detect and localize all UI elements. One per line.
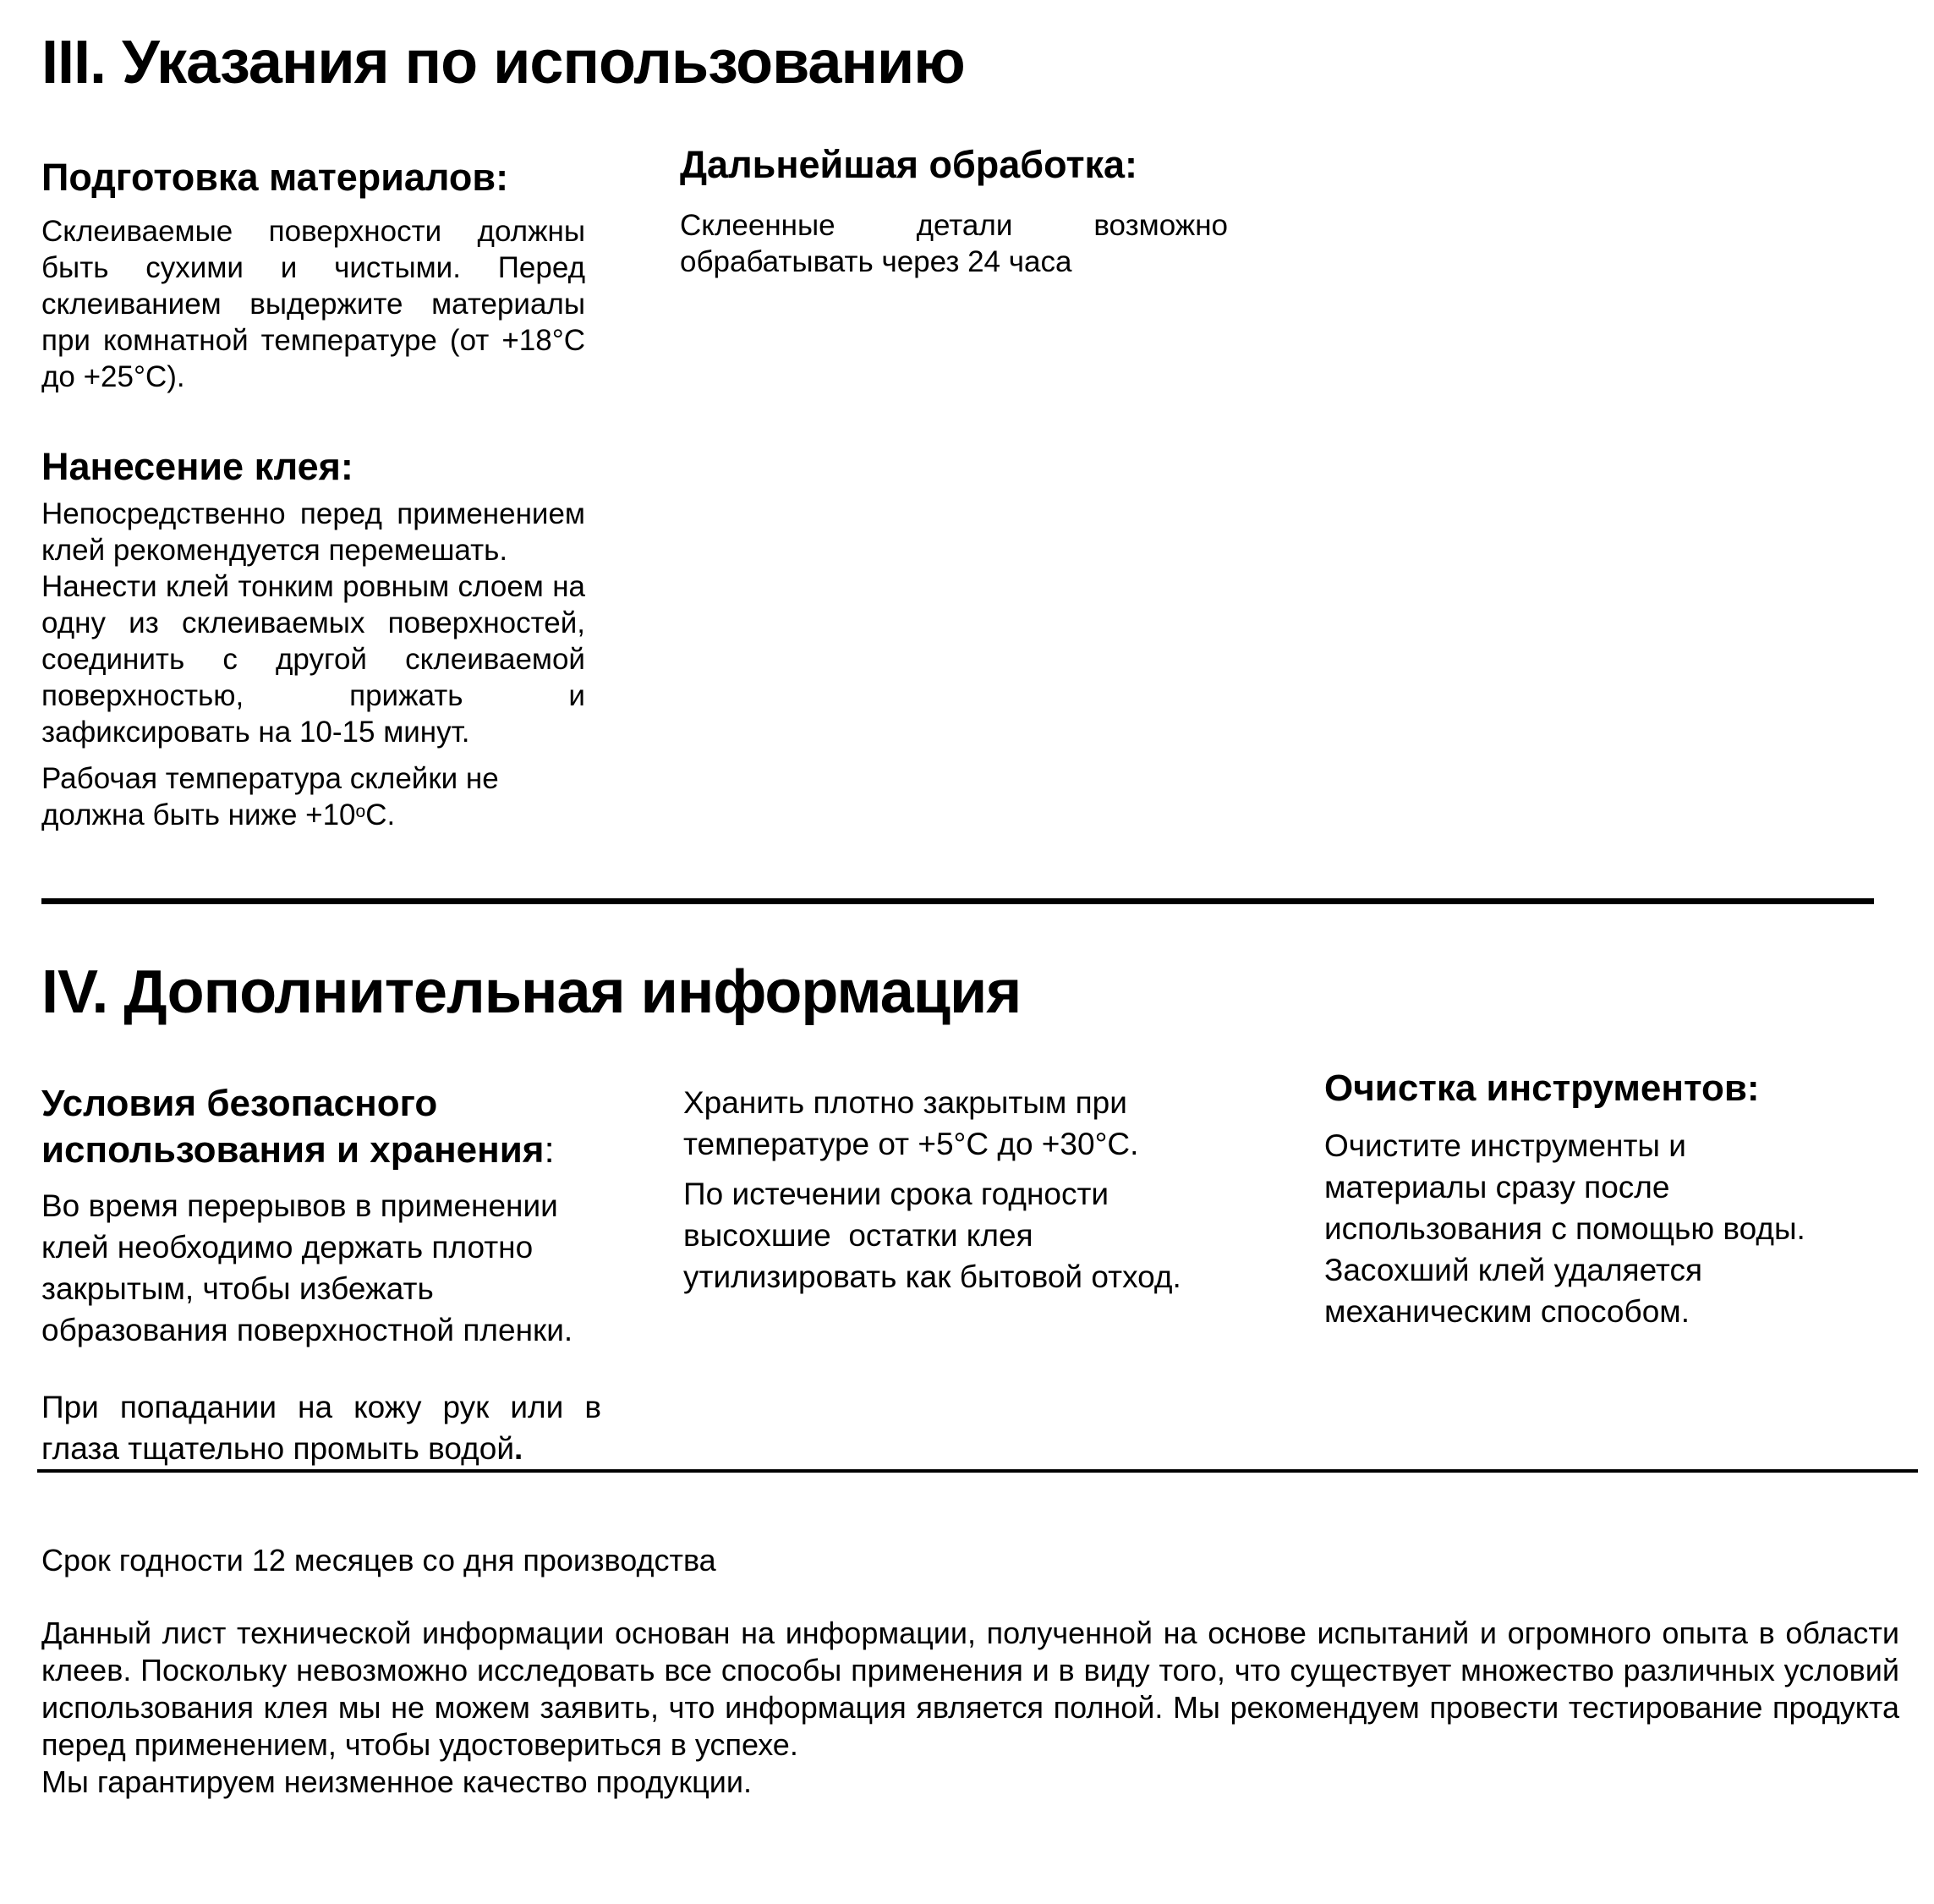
section-divider-1 [41,898,1874,904]
skin-contact-text-main: При попадании на кожу рук или в глаза тщательно промыть водой [41,1389,601,1466]
safe-use-text: Во время перерывов в применении клей необходимо держать плотно закрытым, чтобы избежать образования поверхностной пленки. [41,1188,573,1347]
glue-application-heading: Нанесение клея: [41,444,353,488]
safe-use-storage-heading [41,1080,601,1173]
disclaimer-text: Данный лист технической информации основан на информации, полученной на основе испытаний и огромного опыта в области клеев. Поскольку невозможно исследовать все способы применения и в виду того, что существует множество различных условий использования клея мы не можем заявить, что информация является полной. Мы рекомендуем провести тестирование продукта перед применением, чтобы удостовериться в успехе. [41,1615,1899,1762]
additional-info-title: IV. Дополнительная информация [41,957,1022,1026]
skin-contact-text-period: . [514,1430,523,1466]
usage-section-title: III. Указания по использованию [41,29,965,96]
usage-section-columns [41,142,1899,837]
glue-application-text-mixing: Непосредственно перед применением клей рекомендуется перемешать. [41,497,585,567]
further-processing-heading: Дальнейшая обработка: [680,142,1138,186]
additional-info-column-2 [683,1065,1225,1298]
material-preparation-heading: Подготовка материалов: [41,155,509,199]
safe-use-storage-heading-text: Условия безопасного использования и хранения [41,1082,545,1171]
additional-info-columns [41,1065,1899,1469]
shelf-life-text: Срок годности 12 месяцев со дня производства [41,1542,716,1578]
storage-temperature-text: Хранить плотно закрытым при температуре от +5°С до +30°С. [683,1084,1139,1161]
glue-application-text-applying: Нанести клей тонким ровным слоем на одну из склеиваемых поверхностей, соединить с другой склеиваемой поверхностью, прижать и зафиксировать на 10-15 минут. [41,569,585,749]
degree-superscript: о [355,802,366,822]
quality-guarantee-text: Мы гарантируем неизменное качество продукции. [41,1764,752,1799]
further-processing-text: Склеенные детали возможно обрабатывать через 24 часа [680,208,1228,278]
skin-contact-text [41,1386,601,1469]
additional-info-column-1 [41,1065,601,1469]
usage-right-column [680,142,1228,280]
material-preparation-text: Склеиваемые поверхности должны быть сухими и чистыми. Перед склеиванием выдержите материалы при комнатной температуре (от +18°С до +25°С). [41,214,585,393]
working-temperature-text [41,760,585,837]
expired-glue-disposal-text: По истечении срока годности высохшие остатки клея утилизировать как бытовой отход. [683,1176,1181,1294]
safe-use-storage-heading-colon: : [544,1128,555,1171]
additional-info-column-3 [1324,1065,1832,1332]
working-temperature-text-tail: С. [365,798,396,831]
tool-cleaning-heading: Очистка инструментов: [1324,1067,1760,1109]
tool-cleaning-text: Очистите инструменты и материалы сразу после использования с помощью воды. Засохший клей удаляется механическим способом. [1324,1128,1805,1329]
working-temperature-text-main: Рабочая температура склейки не должна быть ниже +10 [41,761,499,831]
usage-left-column [41,142,585,837]
section-divider-2 [37,1469,1918,1473]
